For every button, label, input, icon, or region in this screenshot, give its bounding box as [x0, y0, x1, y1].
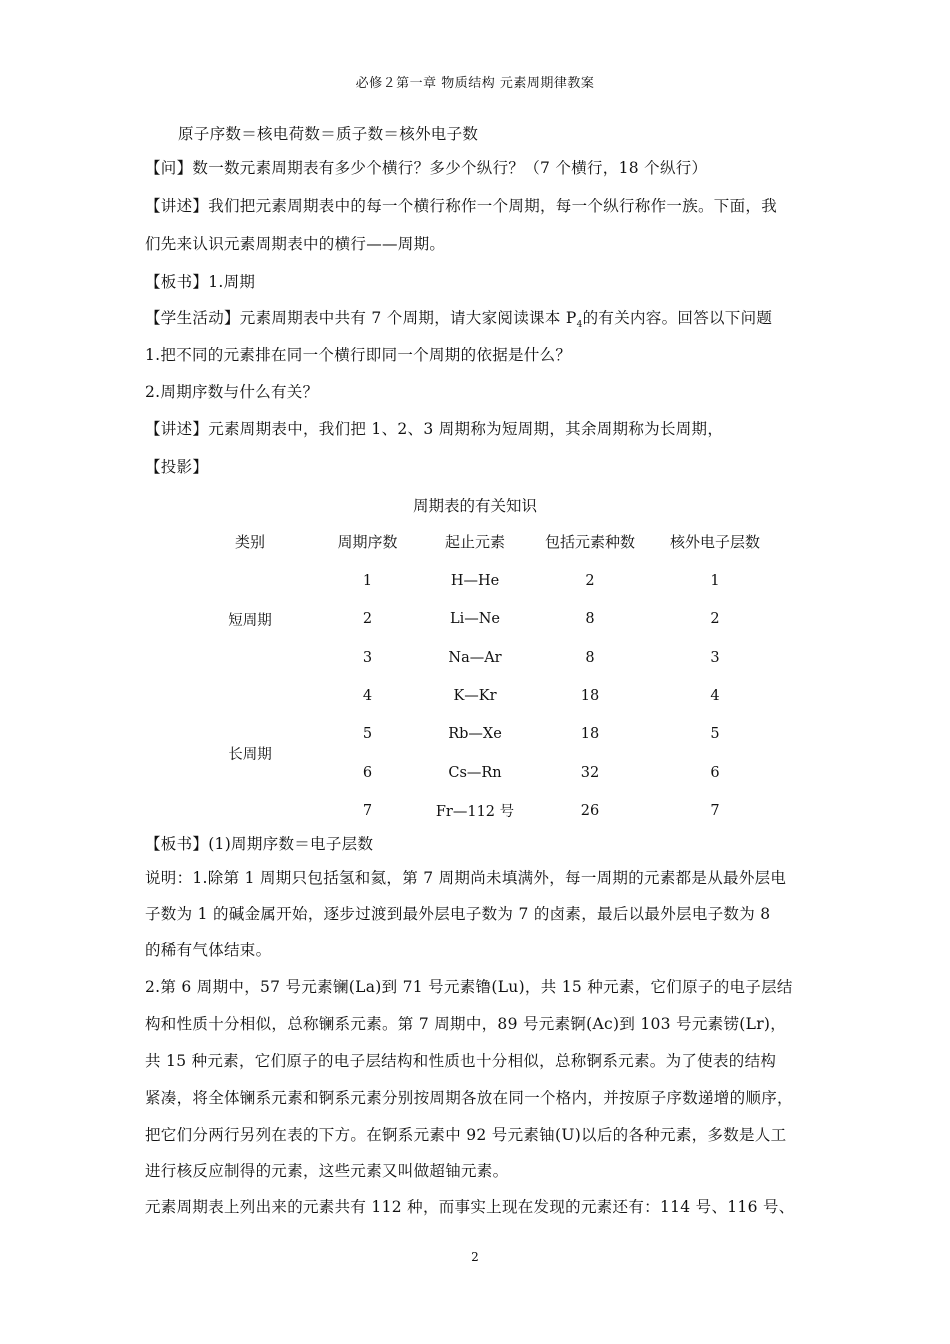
- text-line: 把它们分两行另列在表的下方。在锕系元素中 92 号元素铀(U)以后的各种元素，多数是人工: [145, 1126, 787, 1144]
- subscript: 4: [576, 320, 583, 330]
- table-cell: 5: [710, 726, 720, 743]
- table-cell: 8: [585, 649, 595, 666]
- text-segment: 【学生活动】元素周期表中共有 7 个周期，请大家阅读课本 P: [145, 309, 577, 327]
- text-line: [145, 306, 810, 330]
- table-cell: 3: [362, 649, 373, 666]
- text-line: 原子序数＝核电荷数＝质子数＝核外电子数: [178, 125, 479, 143]
- page-header: 必修２第一章 物质结构 元素周期律教案: [355, 76, 595, 91]
- page-number: 2: [471, 1250, 479, 1264]
- column-header: 包括元素种数: [544, 532, 635, 551]
- text-line: 子数为 1 的碱金属开始，逐步过渡到最外层电子数为 7 的卤素，最后以最外层电子数为 8: [145, 905, 771, 923]
- column-header: 类别: [234, 532, 265, 551]
- text-line: 【板书】(1)周期序数＝电子层数: [145, 835, 374, 853]
- table-header-row: [190, 520, 775, 562]
- text-line: 共 15 种元素，它们原子的电子层结构和性质也十分相似，总称锕系元素。为了使表的结构: [145, 1052, 777, 1070]
- table-cell: 2: [362, 611, 373, 628]
- text-line: 的稀有气体结束。: [145, 941, 272, 959]
- text-line: 【投影】: [145, 458, 209, 476]
- table-row: [190, 677, 775, 715]
- column-header: 起止元素: [444, 532, 505, 551]
- table-cell: 5: [362, 726, 373, 743]
- table-cell: 2: [585, 573, 595, 590]
- table-cell: 8: [585, 611, 595, 628]
- table-cell: 18: [580, 726, 600, 743]
- table-cell: Li—Ne: [449, 611, 501, 628]
- text-segment: 的有关内容。回答以下问题: [582, 309, 773, 327]
- table-cell: 2: [710, 611, 720, 628]
- table-cell: Rb—Xe: [448, 726, 502, 743]
- period-table: [190, 520, 775, 830]
- table-cell: 3: [710, 649, 720, 666]
- table-cell: 7: [362, 802, 373, 819]
- table-cell: Na—Ar: [448, 649, 502, 666]
- table-cell: Fr—112 号: [435, 804, 515, 821]
- table-cell: H—He: [450, 573, 500, 590]
- table-cell: 7: [710, 802, 720, 819]
- text-line: 1.把不同的元素排在同一个横行即同一个周期的依据是什么？: [145, 346, 572, 364]
- text-line: 说明：1.除第 1 周期只包括氢和氦，第 7 周期尚未填满外，每一周期的元素都是从最外层电: [145, 869, 787, 887]
- text-line: 【讲述】我们把元素周期表中的每一个横行称作一个周期，每一个纵行称作一族。下面，我: [145, 197, 778, 215]
- text-line: 构和性质十分相似，总称镧系元素。第 7 周期中，89 号元素锕(Ac)到 103 号元素铹(Lr)，: [145, 1015, 787, 1033]
- table-cell: 4: [710, 688, 720, 705]
- column-header: 核外电子层数: [669, 532, 760, 551]
- text-line: 2.第 6 周期中，57 号元素镧(La)到 71 号元素镥(Lu)，共 15 种元素，它们原子的电子层结: [145, 978, 793, 996]
- table-cell: 32: [580, 764, 600, 781]
- table-cell: 1: [710, 573, 720, 590]
- text-line: 【讲述】元素周期表中，我们把 1、2、3 周期称为短周期，其余周期称为长周期，: [145, 420, 724, 438]
- text-line: 元素周期表上列出来的元素共有 112 种，而事实上现在发现的元素还有：114 号、116 号、: [145, 1198, 795, 1216]
- category-cell: 短周期: [228, 612, 272, 629]
- table-caption: 周期表的有关知识: [412, 497, 537, 515]
- table-cell: K—Kr: [453, 688, 497, 705]
- text-line: 【板书】1.周期: [145, 273, 256, 291]
- column-header: 周期序数: [337, 532, 398, 551]
- table-cell: Cs—Rn: [448, 764, 502, 781]
- text-line: 进行核反应制得的元素，这些元素又叫做超铀元素。: [145, 1162, 509, 1180]
- text-line: 们先来认识元素周期表中的横行——周期。: [145, 235, 446, 253]
- text-line: 【问】数一数元素周期表有多少个横行？多少个纵行？（7 个横行，18 个纵行）: [145, 159, 708, 177]
- table-cell: 4: [362, 688, 373, 705]
- text-line: 紧凑，将全体镧系元素和锕系元素分别按周期各放在同一个格内，并按原子序数递增的顺序，: [145, 1089, 793, 1107]
- table-cell: 6: [710, 764, 720, 781]
- text-line: 2.周期序数与什么有关？: [145, 383, 319, 401]
- table-cell: 26: [580, 802, 600, 819]
- table-cell: 1: [362, 573, 373, 590]
- table-row: [190, 562, 775, 600]
- table-cell: 18: [580, 688, 600, 705]
- category-cell: 长周期: [228, 746, 272, 763]
- table-cell: 6: [362, 764, 373, 781]
